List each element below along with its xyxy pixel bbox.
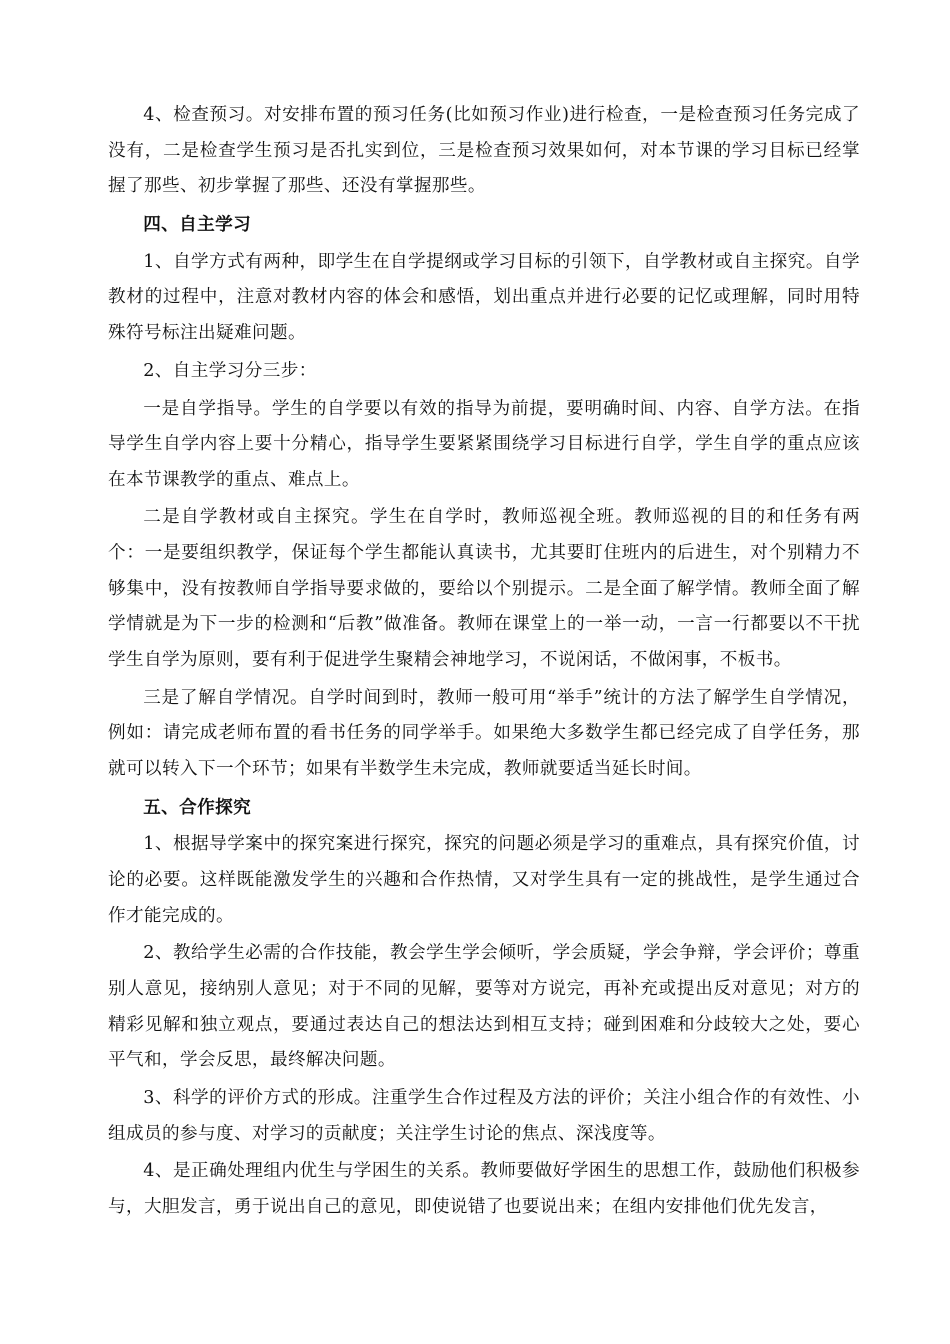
- paragraph-student-relations: 4、是正确处理组内优生与学困生的关系。教师要做好学困生的思想工作，鼓励他们积极参与，大胆发言，勇于说出自己的意见，即使说错了也要说出来；在组内安排他们优先发言，: [108, 1161, 860, 1217]
- paragraph-cooperation-skills: 2、教给学生必需的合作技能，教会学生学会倾听，学会质疑，学会争辩，学会评价；尊重别人意见，接纳别人意见；对于不同的见解，要等对方说完，再补充或提出反对意见；对方的精彩见解和独立观点，要通过表达自己的想法达到相互支持；碰到困难和分歧较大之处，要心平气和，学会反思，最终解决问题。: [108, 943, 860, 1071]
- paragraph-step-self-learning: 二是自学教材或自主探究。学生在自学时，教师巡视全班。教师巡视的目的和任务有两个：一是要组织教学，保证每个学生都能认真读书，尤其要盯住班内的后进生，对个别精力不够集中，没有按教师自学指导要求做的，要给以个别提示。二是全面了解学情。教师全面了解学情就是为下一步的检测和“后教”做准备。教师在课堂上的一举一动，一言一行都要以不干扰学生自学为原则，要有利于促进学生聚精会神地学习，不说闲话，不做闲事，不板书。: [108, 507, 860, 670]
- paragraph-self-study-methods: 1、自学方式有两种，即学生在自学提纲或学习目标的引领下，自学教材或自主探究。自学教材的过程中，注意对教材内容的体会和感悟，划出重点并进行必要的记忆或理解，同时用特殊符号标注出疑难问题。: [108, 251, 860, 343]
- paragraph-self-study-steps: 2、自主学习分三步：: [143, 360, 317, 381]
- paragraph-step-check-status: 三是了解自学情况。自学时间到时，教师一般可用“举手”统计的方法了解学生自学情况，例如：请完成老师布置的看书任务的同学举手。如果绝大多数学生都已经完成了自学任务，那就可以转入下一个环节；如果有半数学生未完成，教师就要适当延长时间。: [108, 687, 860, 779]
- paragraph-preview-check: 4、检查预习。对安排布置的预习任务(比如预习作业)进行检查，一是检查预习任务完成了没有，二是检查学生预习是否扎实到位，三是检查预习效果如何，对本节课的学习目标已经掌握了那些、初步掌握了那些、还没有掌握那些。: [108, 105, 860, 197]
- paragraph-inquiry-plan: 1、根据导学案中的探究案进行探究，探究的问题必须是学习的重难点，具有探究价值，讨论的必要。这样既能激发学生的兴趣和合作热情，又对学生具有一定的挑战性，是学生通过合作才能完成的。: [108, 834, 860, 926]
- document-body: [108, 98, 860, 1228]
- section-heading-cooperative-inquiry: 五、合作探究: [143, 796, 252, 818]
- section-heading-self-study: 四、自主学习: [143, 213, 252, 235]
- paragraph-evaluation-method: 3、科学的评价方式的形成。注重学生合作过程及方法的评价；关注小组合作的有效性、小组成员的参与度、对学习的贡献度；关注学生讨论的焦点、深浅度等。: [108, 1087, 860, 1144]
- paragraph-step-guidance: 一是自学指导。学生的自学要以有效的指导为前提，要明确时间、内容、自学方法。在指导学生自学内容上要十分精心，指导学生要紧紧围绕学习目标进行自学，学生自学的重点应该在本节课教学的重点、难点上。: [108, 398, 860, 490]
